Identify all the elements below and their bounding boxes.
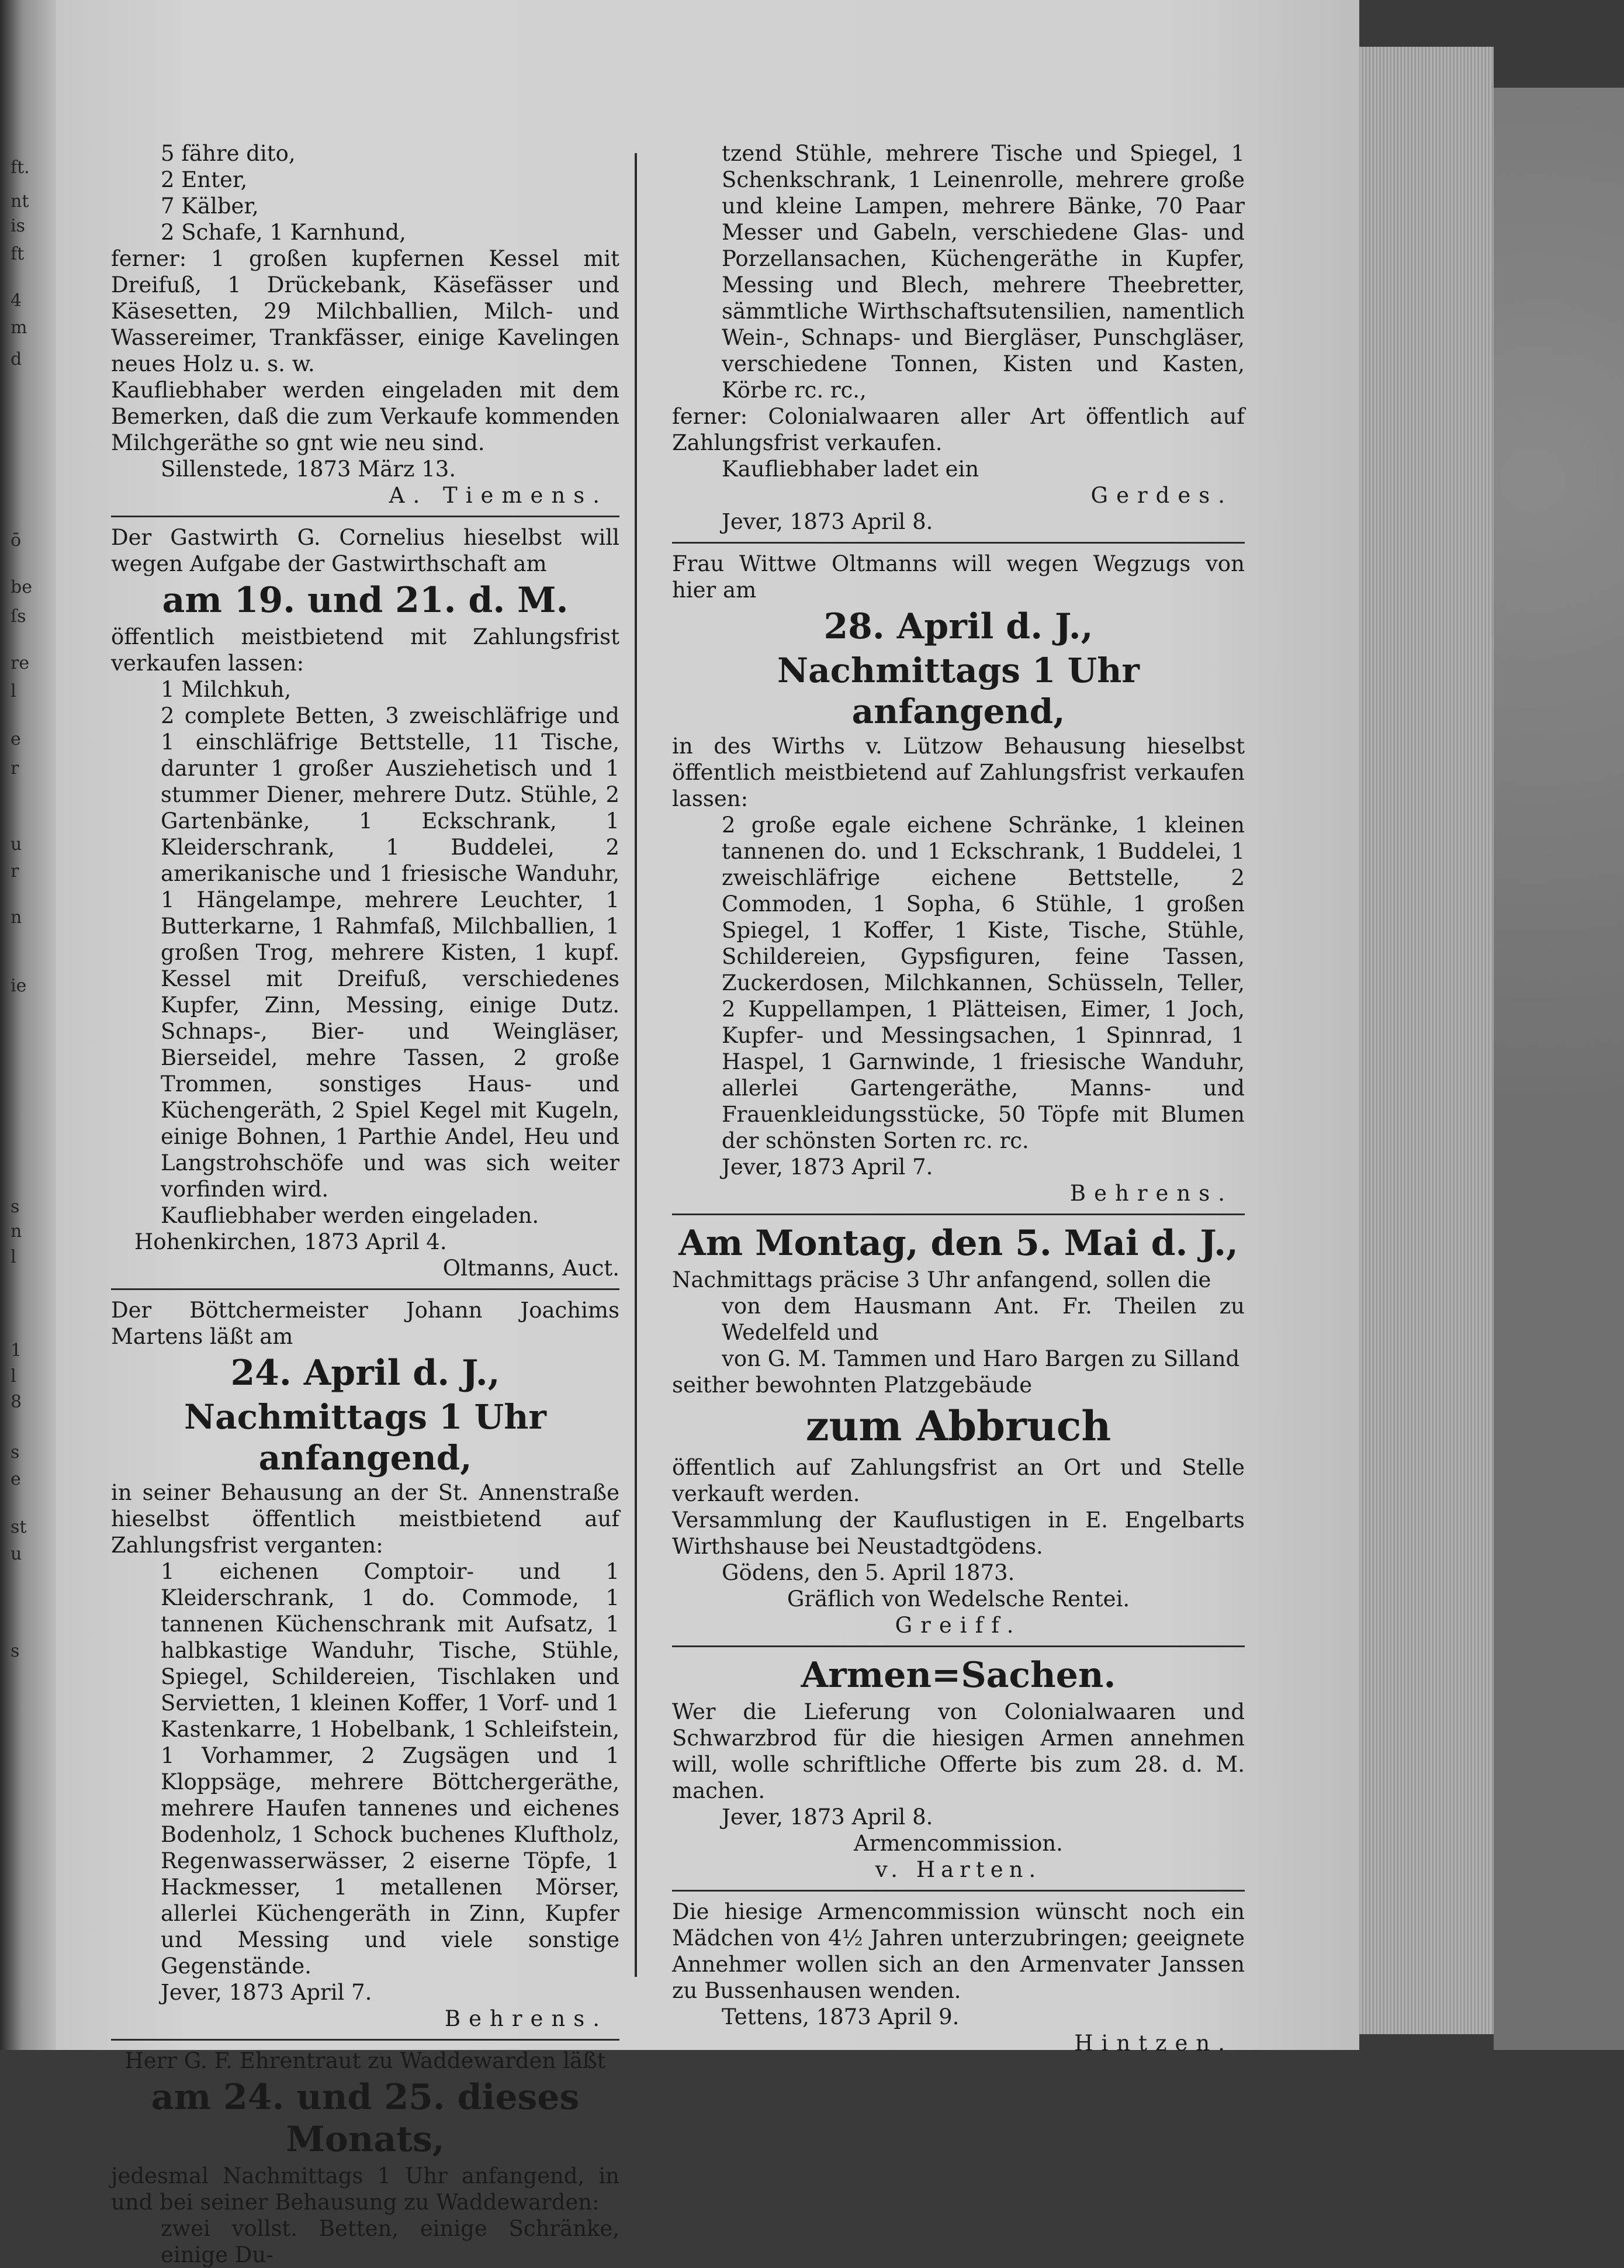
margin-fragment: st <box>11 1517 27 1537</box>
advert-ehrentraut <box>111 2048 619 2268</box>
signature: Greiff. <box>895 1613 1022 1638</box>
right-column <box>672 140 1245 2056</box>
headline: zum Abbruch <box>805 1402 1111 1450</box>
headline: Armen=Sachen. <box>801 1655 1116 1696</box>
section-rule <box>111 2039 619 2041</box>
body-text: in seiner Behausung an der St. Annenstraße hieselbst öffentlich meistbietend auf Zahlungsfrist verganten: <box>111 1480 619 1558</box>
margin-fragment: ft <box>11 244 25 264</box>
body-text: Kaufliebhaber werden eingeladen mit dem Bemerken, daß die zum Verkaufe kommenden Milchgeräthe so gnt wie neu sind. <box>111 378 619 455</box>
signature: v. Harten. <box>875 1857 1042 1882</box>
margin-fragment: u <box>11 834 22 855</box>
margin-fragment: l <box>11 1366 16 1387</box>
body-text: Kaufliebhaber ladet ein <box>722 457 979 482</box>
advert-cornelius <box>111 524 619 1281</box>
office-name: Gräflich von Wedelsche Rentei. <box>787 1586 1130 1612</box>
place-date: Jever, 1873 April 8. <box>722 1804 933 1830</box>
margin-fragment: n <box>11 1221 22 1242</box>
body-text: 1 eichenen Comptoir- und 1 Kleiderschrank, 1 do. Commode, 1 tannenen Küchenschrank mit Aufsatz, 1 halbkastige Wanduhr, Tische, Stühle, Spiegel, Schildereien, Tischlaken und Servietten, 1 kleinen Koffer, 1 Vorf- und 1 Kastenkarre, 1 Hobelbank, 1 Schleifstein, 1 Vorhammer, 2 Zugsägen und 1 Kloppsäge, mehrere Böttchergeräthe, mehrere Haufen tannenes und eichenes Bodenholz, 1 Schock buchenes Kluftholz, Regenwasserwässer, 2 eiserne Töpfe, 1 Hackmesser, 1 metallenen Mörser, allerlei Küchengeräth in Zinn, Kupfer und Messing und viele sonstige Gegenstände. <box>161 1559 619 1979</box>
list-item: 2 Schafe, 1 Karnhund, <box>161 220 406 245</box>
headline: Am Montag, den 5. Mai d. J., <box>678 1223 1238 1264</box>
body-text: Kaufliebhaber werden eingeladen. <box>161 1203 539 1228</box>
advert-armen-sachen <box>672 1654 1245 1883</box>
headline: Nachmittags 1 Uhr anfangend, <box>777 651 1140 731</box>
signature: Behrens. <box>1069 1181 1233 1206</box>
margin-fragment: be <box>11 577 32 597</box>
book-cover <box>1494 88 1624 2050</box>
advert-sillenstede <box>111 140 619 509</box>
margin-fragment: s <box>11 1442 20 1463</box>
margin-fragment: re <box>11 653 30 673</box>
intro-text: Frau Wittwe Oltmanns will wegen Wegzugs von hier am <box>672 551 1245 603</box>
intro-text: Herr G. F. Ehrentraut zu Waddewarden läßt <box>124 2048 606 2073</box>
section-rule <box>111 1288 619 1290</box>
margin-fragment: e <box>11 1469 21 1489</box>
place-date: Jever, 1873 April 8. <box>722 509 933 534</box>
advert-oltmanns <box>672 551 1245 1206</box>
place-date: Hohenkirchen, 1873 April 4. <box>134 1229 447 1254</box>
headline: 24. April d. J., <box>230 1353 500 1394</box>
margin-fragment: r <box>11 861 19 881</box>
body-text: Wer die Lieferung von Colonialwaaren und Schwarzbrod für die hiesigen Armen annehmen will, wolle schriftliche Offerte bis zum 28. d. M. machen. <box>672 1699 1245 1803</box>
margin-fragment: ō <box>11 530 22 551</box>
place-date: Jever, 1873 April 7. <box>722 1154 933 1180</box>
margin-fragment: ft. <box>11 157 30 178</box>
list-item: 5 fähre dito, <box>161 141 296 166</box>
body-text: von dem Hausmann Ant. Fr. Theilen zu Wedelfeld und <box>722 1294 1245 1345</box>
body-text: 2 complete Betten, 3 zweischläfrige und 1 einschläfrige Bettstelle, 11 Tische, darunter 1 großer Ausziehetisch und 1 stummer Diener, mehrere Dutz. Stühle, 2 Gartenbänke, 1 Eckschrank, 1 Kleiderschrank, 1 Buddelei, 2 amerikanische und 1 friesische Wanduhr, 1 Hängelampe, mehrere Leuchter, 1 Butterkarne, 1 Rahmfaß, Milchballien, 1 großen Trog, mehrere Kisten, 1 kupf. Kessel mit Dreifuß, verschiedenes Kupfer, Zinn, Messing, einige Dutz. Schnaps-, Bier- und Weingläser, Bierseidel, mehre Tassen, 2 große Trommen, sonstiges Haus- und Küchengeräth, 2 Spiel Kegel mit Kugeln, einige Bohnen, 1 Parthie Andel, Heu und Langstrohschöfe und was sich weiter vorfinden wird. <box>161 703 619 1202</box>
headline: am 19. und 21. d. M. <box>162 580 569 621</box>
margin-fragment: is <box>11 216 25 236</box>
margin-fragment: e <box>11 729 21 749</box>
margin-fragment: d <box>11 349 22 369</box>
intro-text: Der Böttchermeister Johann Joachims Martens läßt am <box>111 1298 619 1349</box>
list-item: 2 Enter, <box>161 167 248 192</box>
previous-page-edge <box>0 0 56 2050</box>
section-rule <box>111 516 619 517</box>
column-divider <box>635 153 637 1977</box>
place-date: Sillenstede, 1873 März 13. <box>161 457 456 482</box>
signature: A. Tiemens. <box>389 483 608 508</box>
margin-fragment: nt <box>11 191 29 212</box>
body-text: ferner: 1 großen kupfernen Kessel mit Dreifuß, 1 Drückebank, Käsefässer und Käsesetten, 29 Milchballien, Milch- und Wassereimer, Trankfässer, einige Kavelingen neues Holz u. s. w. <box>111 246 619 376</box>
signature: Gerdes. <box>1090 483 1233 508</box>
body-text: zwei vollst. Betten, einige Schränke, einige Du- <box>161 2216 619 2267</box>
place-date: Jever, 1873 April 7. <box>161 1980 372 2005</box>
body-text: von G. M. Tammen und Haro Bargen zu Silland <box>722 1346 1240 1371</box>
margin-fragment: s <box>11 1641 20 1661</box>
margin-fragment: s <box>11 1197 20 1217</box>
section-rule <box>672 542 1245 544</box>
signature: Hintzen. <box>1074 2031 1233 2056</box>
signature: Behrens. <box>444 2006 608 2031</box>
headline: 28. April d. J., <box>823 606 1093 647</box>
body-text: seither bewohnten Platzgebäude <box>672 1372 1033 1398</box>
section-rule <box>672 1213 1245 1215</box>
advert-martens <box>111 1297 619 2032</box>
margin-fragment: l <box>11 681 16 701</box>
advert-ehrentraut-continued <box>672 140 1245 535</box>
margin-fragment: 8 <box>11 1392 22 1412</box>
section-rule <box>672 1645 1245 1647</box>
margin-fragment: m <box>11 317 27 338</box>
margin-fragment: ſs <box>11 606 26 627</box>
body-text: 2 große egale eichene Schränke, 1 kleinen tannenen do. und 1 Eckschrank, 1 Buddelei, 1 zweischläfrige eichene Bettstelle, 2 Commoden, 1 Sopha, 6 Stühle, 1 großen Spiegel, 1 Koffer, 1 Kiste, Tische, Stühle, Schildereien, Gypsfiguren, feine Tassen, Zuckerdosen, Milchkannen, Schüsseln, Teller, 2 Kuppellampen, 1 Plätteisen, Eimer, 1 Joch, Kupfer- und Messingsachen, 1 Spinnrad, 1 Haspel, 1 Garnwinde, 1 friesische Wanduhr, allerlei Gartengeräthe, Manns- und Frauenkleidungsstücke, 50 Töpfe mit Blumen der schönsten Sorten rc. rc. <box>722 813 1245 1153</box>
margin-fragment: l <box>11 1247 16 1267</box>
intro-text: Der Gastwirth G. Cornelius hieselbst will wegen Aufgabe der Gastwirthschaft am <box>111 525 619 576</box>
signature: Oltmanns, Auct. <box>442 1256 619 1281</box>
office-name: Armencommission. <box>854 1831 1063 1856</box>
margin-fragment: ie <box>11 976 27 996</box>
body-text: jedesmal Nachmittags 1 Uhr anfangend, in und bei seiner Behausung zu Waddewarden: <box>111 2163 619 2215</box>
headline: Nachmittags 1 Uhr anfangend, <box>184 1397 546 1478</box>
body-text: Versammlung der Kauflustigen in E. Engelbarts Wirthshause bei Neustadtgödens. <box>672 1508 1245 1559</box>
body-text: tzend Stühle, mehrere Tische und Spiegel, 1 Schenkschrank, 1 Leinenrolle, mehrere große und kleine Lampen, mehrere Bänke, 70 Paar Messer und Gabeln, verschiedene Glas- und Porzellansachen, Küchengeräthe in Kupfer, Messing und Blech, mehrere Theebretter, sämmtliche Wirthschaftsutensilien, namentlich Wein-, Schnaps- und Biergläser, Punschgläser, verschiedene Tonnen, Kisten und Kasten, Körbe rc. rc., <box>722 141 1245 403</box>
advert-abbruch <box>672 1222 1245 1638</box>
margin-fragment: 4 <box>11 291 22 311</box>
section-rule <box>672 1890 1245 1892</box>
body-text: öffentlich auf Zahlungsfrist an Ort und Stelle verkauft werden. <box>672 1455 1245 1506</box>
body-text: Die hiesige Armencommission wünscht noch ein Mädchen von 4½ Jahren unterzubringen; geeignete Annehmer wollen sich an den Armenvater Janssen zu Bussenhausen wenden. <box>672 1899 1245 2003</box>
list-item: 7 Kälber, <box>161 193 259 219</box>
body-text: in des Wirths v. Lützow Behausung hieselbst öffentlich meistbietend auf Zahlungsfrist verkaufen lassen: <box>672 734 1245 811</box>
list-item: 1 Milchkuh, <box>161 677 292 702</box>
margin-fragment: 1 <box>11 1340 22 1361</box>
margin-fragment: n <box>11 907 22 928</box>
margin-fragment: u <box>11 1544 22 1564</box>
body-text: Nachmittags präcise 3 Uhr anfangend, sollen die <box>672 1267 1211 1292</box>
body-text: öffentlich meistbietend mit Zahlungsfrist verkaufen lassen: <box>111 624 619 676</box>
book-fore-edge <box>1359 47 1494 2034</box>
place-date: Gödens, den 5. April 1873. <box>722 1560 1015 1585</box>
headline: am 24. und 25. dieses Monats, <box>151 2077 580 2160</box>
body-text: ferner: Colonialwaaren aller Art öffentlich auf Zahlungsfrist verkaufen. <box>672 404 1245 455</box>
left-column <box>111 140 619 2268</box>
margin-fragment: r <box>11 758 19 779</box>
place-date: Tettens, 1873 April 9. <box>722 2004 960 2030</box>
advert-armencommission <box>672 1899 1245 2056</box>
